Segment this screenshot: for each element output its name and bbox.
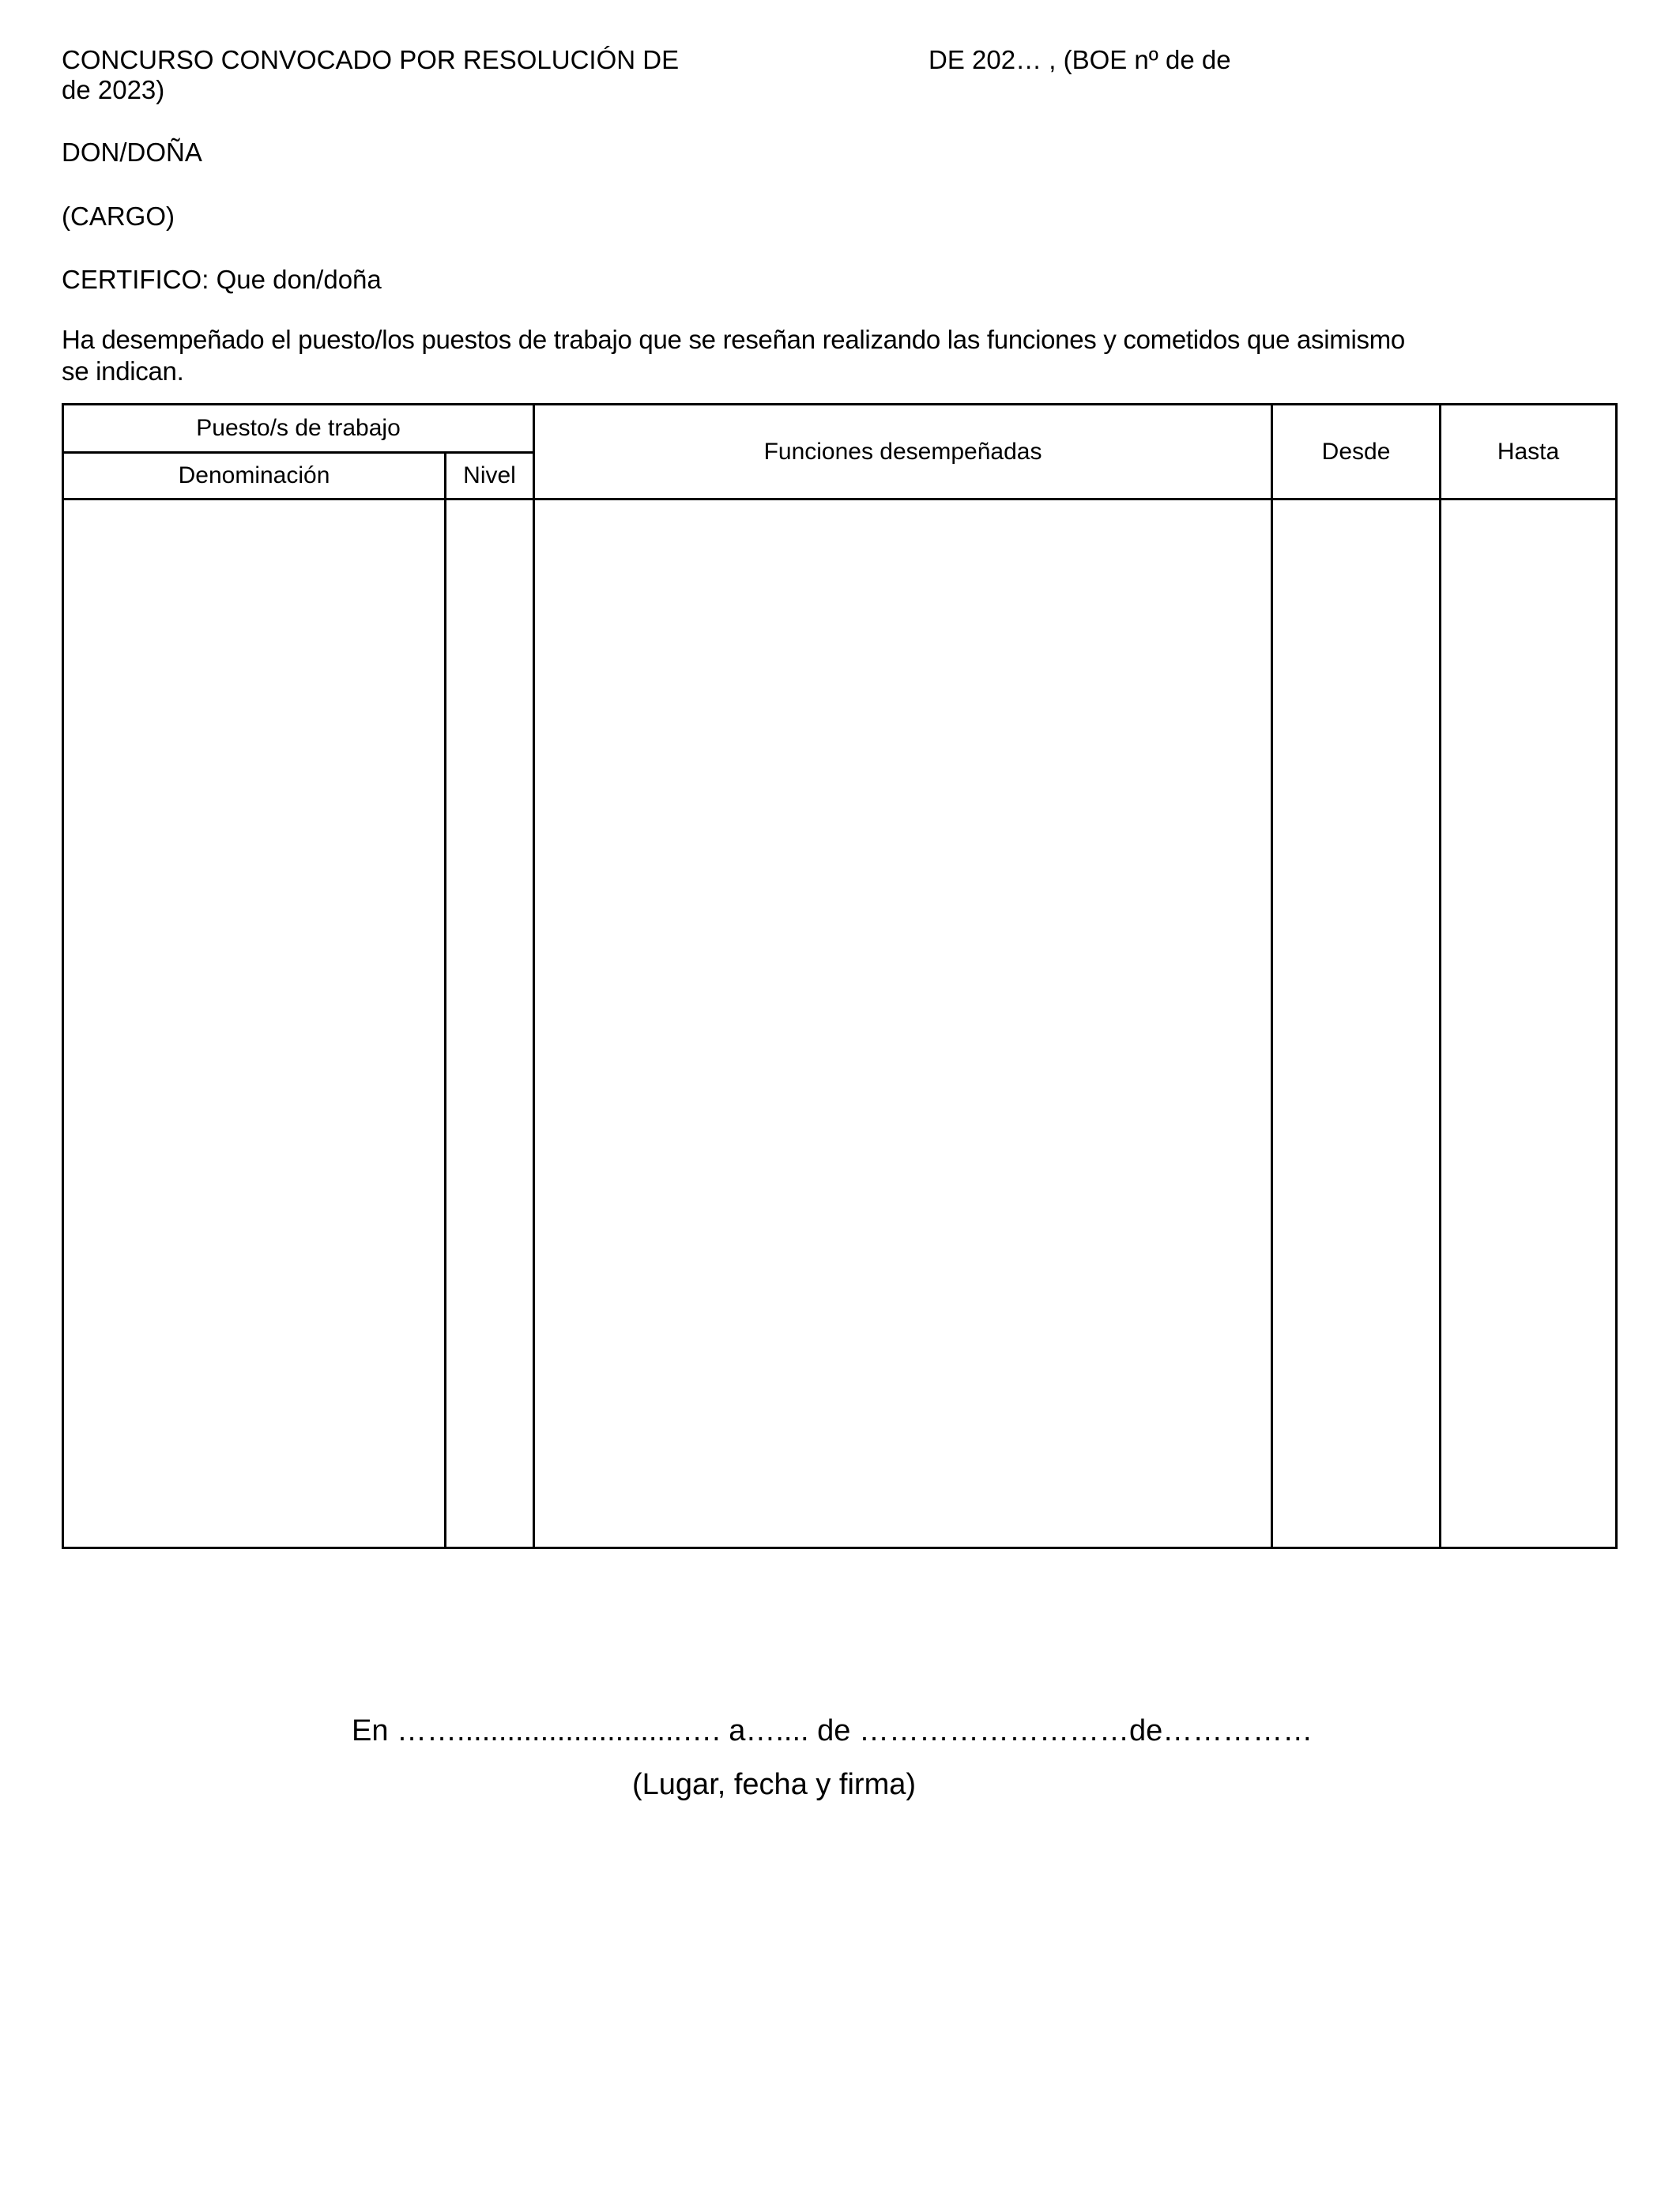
table-row	[63, 499, 1617, 1548]
convocatoria-header-left: CONCURSO CONVOCADO POR RESOLUCIÓN DE	[62, 45, 680, 74]
denominacion-cell[interactable]	[63, 499, 446, 1548]
puestos-group-header: Puesto/s de trabajo	[63, 405, 534, 453]
place-date-signature-caption: (Lugar, fecha y firma)	[632, 1768, 917, 1801]
nivel-header: Nivel	[446, 453, 534, 499]
funciones-header: Funciones desempeñadas	[534, 405, 1272, 499]
cargo-label: (CARGO)	[62, 202, 175, 231]
nivel-cell[interactable]	[446, 499, 534, 1548]
certification-statement: Ha desempeñado el puesto/los puestos de trabajo que se reseñan realizando las funciones y cometidos que asimismo se indican.	[62, 325, 1405, 386]
hasta-header: Hasta	[1441, 405, 1617, 499]
denominacion-header: Denominación	[63, 453, 446, 499]
job-positions-table	[62, 403, 1618, 1549]
place-date-line: En ……...........................…. a….... de ………………………de……………	[352, 1714, 1313, 1747]
desde-cell[interactable]	[1272, 499, 1441, 1548]
funciones-cell[interactable]	[534, 499, 1272, 1548]
convocatoria-header-continuation: de 2023)	[62, 75, 165, 104]
convocatoria-header-right: DE 202… , (BOE nº de de	[929, 45, 1231, 74]
don-dona-label: DON/DOÑA	[62, 138, 202, 167]
desde-header: Desde	[1272, 405, 1441, 499]
hasta-cell[interactable]	[1441, 499, 1617, 1548]
certifico-label: CERTIFICO: Que don/doña	[62, 265, 382, 294]
